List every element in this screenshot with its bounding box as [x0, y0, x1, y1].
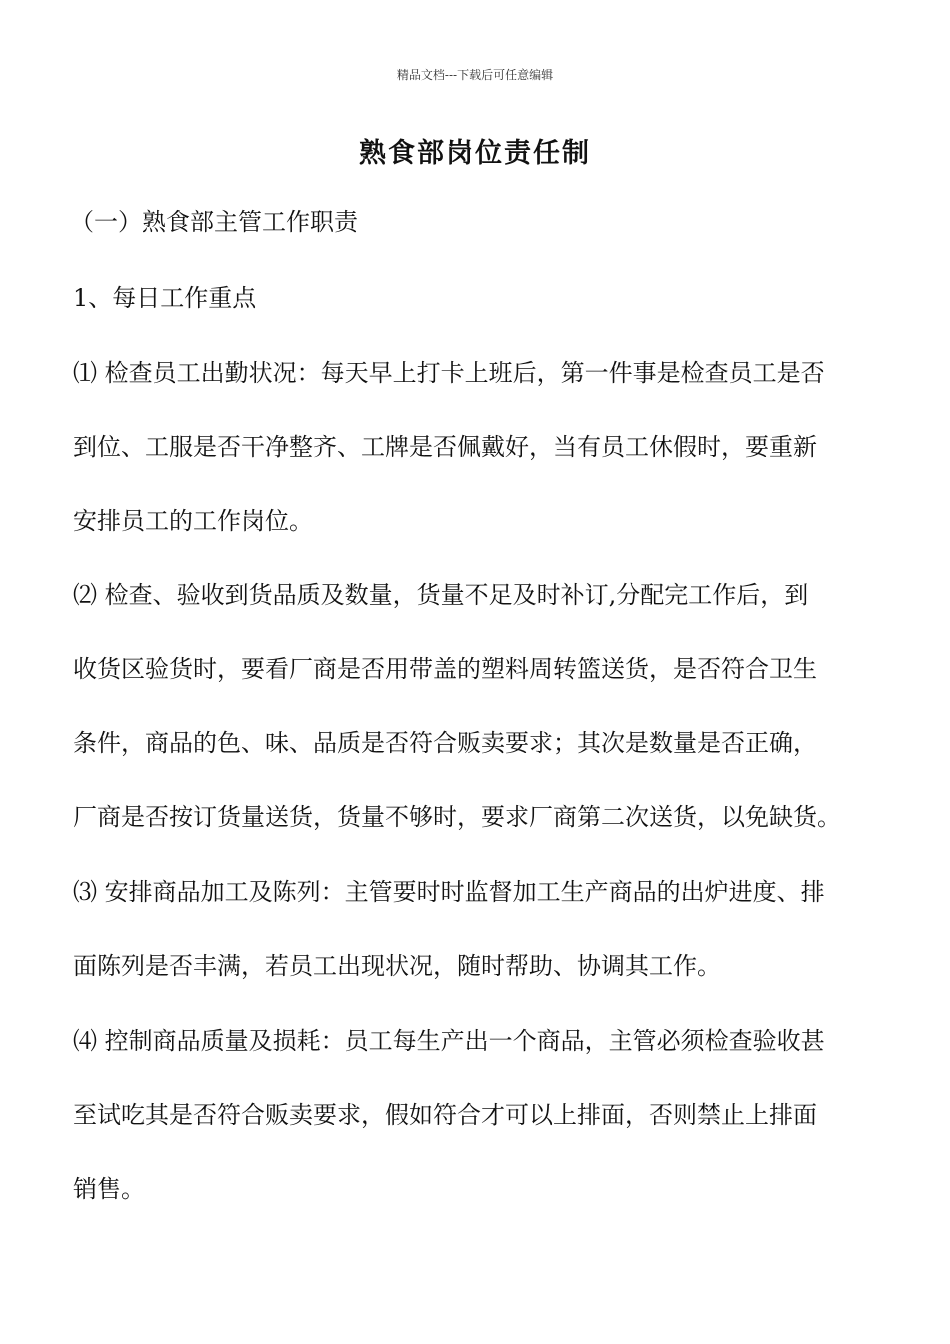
paragraph-line: 收货区验货时，要看厂商是否用带盖的塑料周转篮送货，是否符合卫生 [73, 655, 817, 683]
paragraph-4 [73, 1004, 881, 1226]
paragraph-line: 面陈列是否丰满，若员工出现状况，随时帮助、协调其工作。 [73, 952, 721, 980]
document-title: 熟食部岗位责任制 [359, 138, 591, 169]
paragraph-line: 条件，商品的色、味、品质是否符合贩卖要求；其次是数量是否正确， [73, 729, 817, 757]
paragraph-line: 至试吃其是否符合贩卖要求，假如符合才可以上排面，否则禁止上排面 [73, 1101, 817, 1129]
paragraph-line: ⑴ 检查员工出勤状况：每天早上打卡上班后，第一件事是检查员工是否 [73, 359, 825, 387]
paragraph-line: 到位、工服是否干净整齐、工牌是否佩戴好，当有员工休假时，要重新 [73, 433, 817, 461]
paragraph-line: 安排员工的工作岗位。 [73, 507, 313, 535]
paragraph-line: 厂商是否按订货量送货，货量不够时，要求厂商第二次送货，以免缺货。 [73, 803, 841, 831]
paragraph-2 [73, 558, 881, 854]
paragraph-line: ⑵ 检查、验收到货品质及数量，货量不足及时补订,分配完工作后，到 [73, 581, 809, 609]
section-heading: （一）熟食部主管工作职责 [70, 208, 358, 236]
paragraph-line: ⑶ 安排商品加工及陈列：主管要时时监督加工生产商品的出炉进度、排 [73, 878, 825, 906]
paragraph-1 [73, 336, 881, 558]
header-note: 精品文档---下载后可任意编辑 [396, 68, 554, 82]
paragraph-line: ⑷ 控制商品质量及损耗：员工每生产出一个商品，主管必须检查验收甚 [73, 1027, 825, 1055]
paragraph-line: 销售。 [73, 1175, 145, 1203]
subheading: 1、每日工作重点 [73, 284, 257, 312]
paragraph-3 [73, 855, 881, 1003]
